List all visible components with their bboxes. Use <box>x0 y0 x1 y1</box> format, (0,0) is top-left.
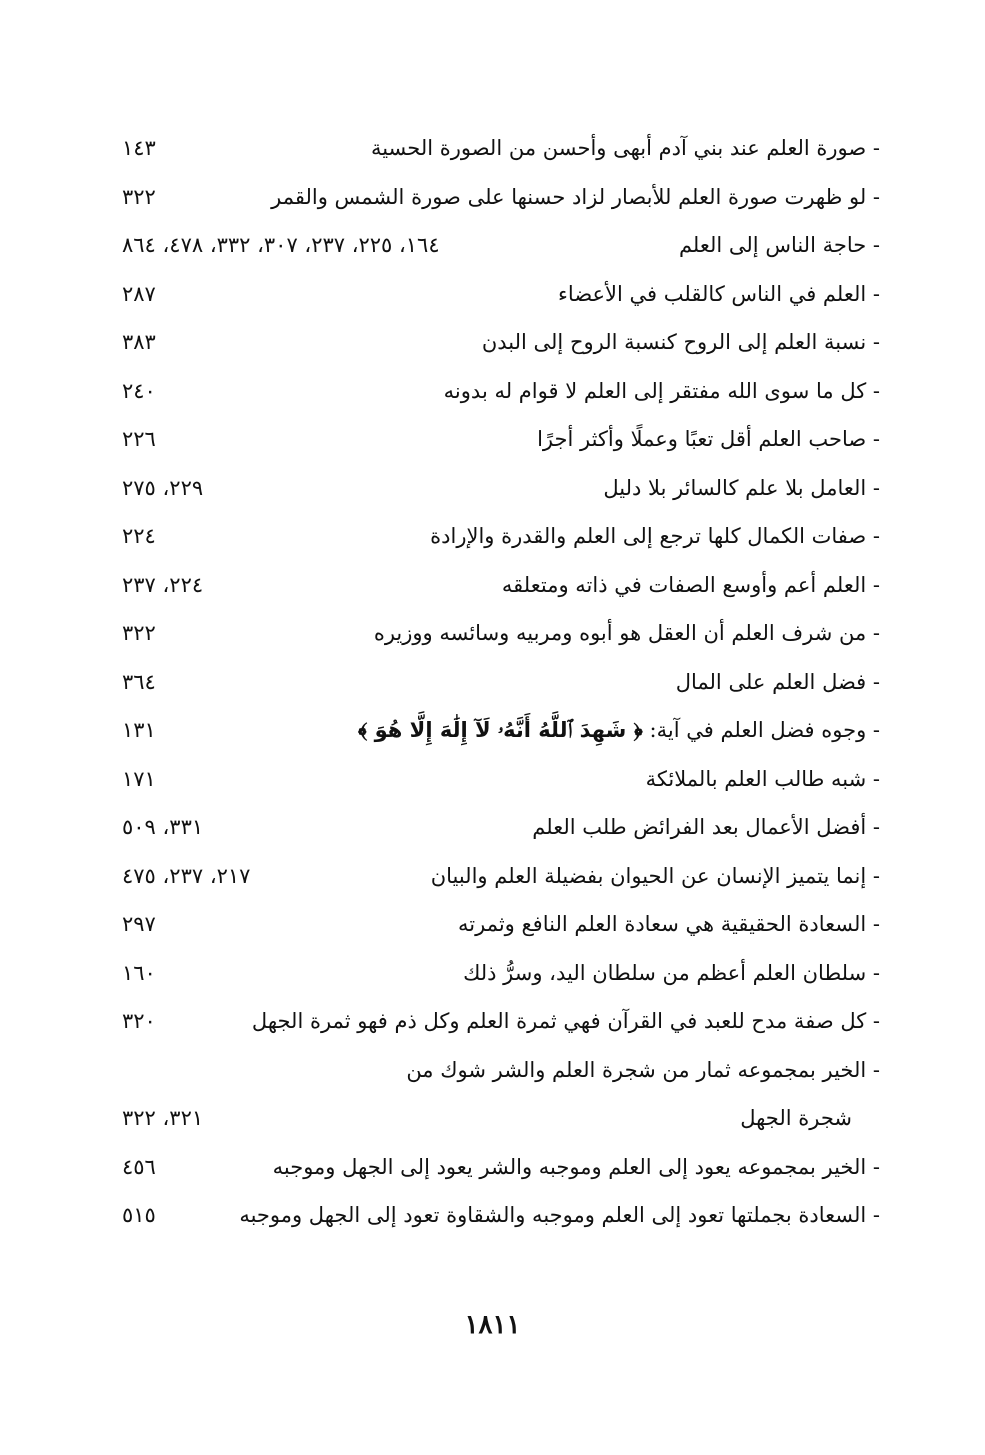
index-entry <box>110 1046 880 1095</box>
entry-pages: ٢٢٤، ٢٣٧ <box>122 572 204 597</box>
entry-pages: ٣٣١، ٥٠٩ <box>122 815 204 840</box>
index-entries <box>110 124 880 1240</box>
index-entry <box>110 221 880 270</box>
entry-text: - أفضل الأعمال بعد الفرائض طلب العلم <box>532 815 880 840</box>
entry-text: - صفات الكمال كلها ترجع إلى العلم والقدرة والإرادة <box>430 524 880 549</box>
index-entry <box>110 415 880 464</box>
entry-text: - كل ما سوى الله مفتقر إلى العلم لا قوام له بدونه <box>443 378 880 403</box>
index-entry <box>110 852 880 901</box>
entry-text: - فضل العلم على المال <box>675 669 880 694</box>
index-entry <box>110 900 880 949</box>
entry-text: - سلطان العلم أعظم من سلطان اليد، وسرُّ ذلك <box>463 960 880 985</box>
entry-text: - السعادة الحقيقية هي سعادة العلم النافع وثمرته <box>458 912 880 937</box>
index-entry <box>110 755 880 804</box>
entry-pages: ٥١٥ <box>122 1203 156 1228</box>
entry-pages: ٢١٧، ٢٣٧، ٤٧٥ <box>122 863 251 888</box>
entry-pages: ٣٢٢ <box>122 184 156 209</box>
entry-pages: ٣٨٣ <box>122 330 156 355</box>
entry-text: - السعادة بجملتها تعود إلى العلم وموجبه والشقاوة تعود إلى الجهل وموجبه <box>239 1203 880 1228</box>
index-entry <box>110 609 880 658</box>
index-entry <box>110 803 880 852</box>
entry-pages: ٢٩٧ <box>122 912 156 937</box>
index-entry <box>110 124 880 173</box>
entry-text: - شبه طالب العلم بالملائكة <box>645 766 880 791</box>
index-entry <box>110 318 880 367</box>
entry-pages: ٢٤٠ <box>122 378 156 403</box>
page-number: ١٨١١ <box>464 1310 521 1340</box>
entry-text: - الخير بمجموعه ثمار من شجرة العلم والشر شوك من <box>406 1057 880 1082</box>
entry-text: - العلم أعم وأوسع الصفات في ذاته ومتعلقه <box>501 572 880 597</box>
entry-text: - وجوه فضل العلم في آية: <box>649 717 880 742</box>
index-entry <box>110 1191 880 1240</box>
index-entry <box>110 949 880 998</box>
entry-text: - الخير بمجموعه يعود إلى العلم وموجبه والشر يعود إلى الجهل وموجبه <box>272 1154 880 1179</box>
entry-pages: ١٧١ <box>122 766 156 791</box>
entry-pages: ٢٨٧ <box>122 281 156 306</box>
entry-pages: ٣٢٢ <box>122 621 156 646</box>
index-entry <box>110 512 880 561</box>
entry-pages: ٣٢١، ٣٢٢ <box>122 1106 204 1131</box>
index-entry <box>110 367 880 416</box>
entry-pages: ١٦٠ <box>122 960 156 985</box>
entry-pages: ٣٢٠ <box>122 1009 156 1034</box>
index-entry <box>110 1143 880 1192</box>
entry-text-with-verse <box>174 718 880 743</box>
entry-pages: ٢٢٤ <box>122 524 156 549</box>
entry-pages: ١٤٣ <box>122 136 156 161</box>
entry-text: - إنما يتميز الإنسان عن الحيوان بفضيلة العلم والبيان <box>430 863 880 888</box>
index-entry <box>110 706 880 755</box>
entry-pages: ٣٦٤ <box>122 669 156 694</box>
index-entry <box>110 658 880 707</box>
entry-text: - العامل بلا علم كالسائر بلا دليل <box>603 475 880 500</box>
index-entry <box>110 270 880 319</box>
index-entry <box>110 464 880 513</box>
entry-text: - كل صفة مدح للعبد في القرآن فهي ثمرة العلم وكل ذم فهو ثمرة الجهل <box>251 1009 880 1034</box>
entry-text: - من شرف العلم أن العقل هو أبوه ومربيه وسائسه ووزيره <box>373 621 880 646</box>
entry-text: - نسبة العلم إلى الروح كنسبة الروح إلى البدن <box>481 330 880 355</box>
entry-text: شجرة الجهل <box>740 1106 852 1131</box>
entry-text: - صورة العلم عند بني آدم أبهى وأحسن من الصورة الحسية <box>370 136 880 161</box>
entry-text: - العلم في الناس كالقلب في الأعضاء <box>558 281 880 306</box>
index-entry <box>110 173 880 222</box>
entry-pages: ٢٢٩، ٢٧٥ <box>122 475 204 500</box>
index-entry <box>110 561 880 610</box>
entry-pages: ١٦٤، ٢٢٥، ٢٣٧، ٣٠٧، ٣٣٢، ٤٧٨، ٨٦٤ <box>122 233 440 258</box>
index-entry-continuation <box>110 1094 880 1143</box>
entry-text: - لو ظهرت صورة العلم للأبصار لزاد حسنها على صورة الشمس والقمر <box>271 184 880 209</box>
entry-text: - حاجة الناس إلى العلم <box>678 233 880 258</box>
entry-text: - صاحب العلم أقل تعبًا وعملًا وأكثر أجرًا <box>537 427 880 452</box>
entry-pages: ١٣١ <box>122 718 156 743</box>
index-entry <box>110 997 880 1046</box>
entry-pages: ٤٥٦ <box>122 1154 156 1179</box>
quran-verse: ﴿ شَهِدَ ٱللَّهُ أَنَّهُۥ لَآ إِلَٰهَ إِلَّا هُوَ ﴾ <box>358 717 643 742</box>
entry-pages: ٢٢٦ <box>122 427 156 452</box>
